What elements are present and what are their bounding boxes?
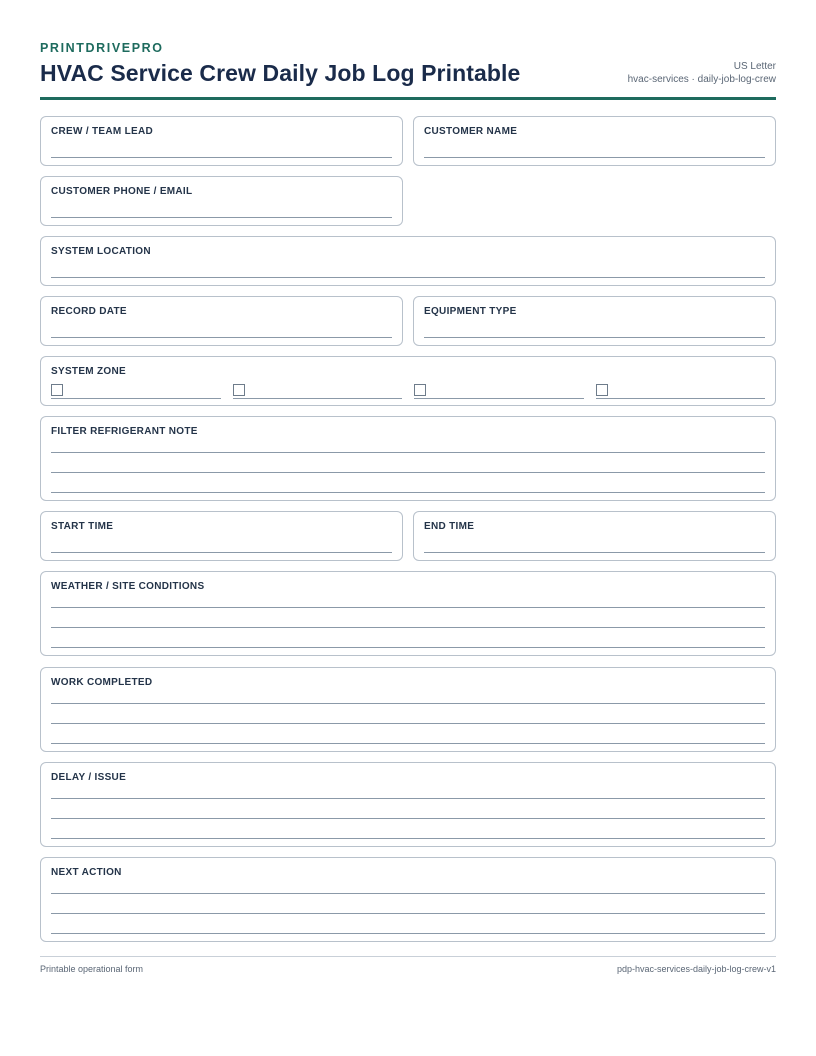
system-zone-label: SYSTEM ZONE xyxy=(51,366,126,377)
zone-option-3[interactable] xyxy=(414,383,584,399)
brand-name: PRINTDRIVEPRO xyxy=(40,41,164,55)
write-line[interactable] xyxy=(51,472,765,473)
checkbox-icon[interactable] xyxy=(51,384,63,396)
customer-name-label: CUSTOMER NAME xyxy=(424,126,518,137)
write-line[interactable] xyxy=(51,838,765,839)
write-line[interactable] xyxy=(51,607,765,608)
end-time-label: END TIME xyxy=(424,521,475,532)
document-meta xyxy=(628,60,776,86)
zone-options xyxy=(51,383,765,399)
write-line[interactable] xyxy=(51,337,392,338)
equipment-type-label: EQUIPMENT TYPE xyxy=(424,306,517,317)
write-line[interactable] xyxy=(424,337,765,338)
write-line[interactable] xyxy=(424,157,765,158)
paper-size: US Letter xyxy=(733,61,776,72)
document-slug: hvac-services · daily-job-log-crew xyxy=(627,74,776,85)
next-action-label: NEXT ACTION xyxy=(51,867,122,878)
system-location-field[interactable] xyxy=(40,236,776,286)
write-line[interactable] xyxy=(51,703,765,704)
write-line[interactable] xyxy=(51,552,392,553)
write-line[interactable] xyxy=(51,647,765,648)
delay-issue-field[interactable] xyxy=(40,762,776,847)
checkbox-icon[interactable] xyxy=(596,384,608,396)
page-title: HVAC Service Crew Daily Job Log Printable xyxy=(40,60,521,86)
form-page xyxy=(40,0,776,1056)
customer-contact-field[interactable] xyxy=(40,176,403,226)
delay-issue-label: DELAY / ISSUE xyxy=(51,772,127,783)
work-completed-field[interactable] xyxy=(40,667,776,752)
write-line[interactable] xyxy=(424,552,765,553)
footer-description: Printable operational form xyxy=(40,964,144,974)
footer-form-id: pdp-hvac-services-daily-job-log-crew-v1 xyxy=(616,964,776,974)
write-line[interactable] xyxy=(51,818,765,819)
write-line[interactable] xyxy=(51,277,765,278)
system-zone-field xyxy=(40,356,776,406)
system-location-label: SYSTEM LOCATION xyxy=(51,246,151,257)
zone-option-4[interactable] xyxy=(596,383,766,399)
work-completed-label: WORK COMPLETED xyxy=(51,677,153,688)
weather-label: WEATHER / SITE CONDITIONS xyxy=(51,581,205,592)
start-time-field[interactable] xyxy=(40,511,403,561)
write-line[interactable] xyxy=(51,798,765,799)
equipment-type-field[interactable] xyxy=(413,296,776,346)
customer-contact-label: CUSTOMER PHONE / EMAIL xyxy=(51,186,193,197)
write-line[interactable] xyxy=(51,217,392,218)
write-line[interactable] xyxy=(51,157,392,158)
filter-note-label: FILTER REFRIGERANT NOTE xyxy=(51,426,198,437)
record-date-field[interactable] xyxy=(40,296,403,346)
start-time-label: START TIME xyxy=(51,521,114,532)
crew-lead-label: CREW / TEAM LEAD xyxy=(51,126,154,137)
checkbox-icon[interactable] xyxy=(233,384,245,396)
write-line[interactable] xyxy=(51,723,765,724)
write-line[interactable] xyxy=(51,492,765,493)
write-line[interactable] xyxy=(51,452,765,453)
footer-divider xyxy=(40,956,776,957)
weather-field[interactable] xyxy=(40,571,776,656)
filter-note-field[interactable] xyxy=(40,416,776,501)
header-divider xyxy=(40,97,776,100)
crew-lead-field[interactable] xyxy=(40,116,403,166)
next-action-field[interactable] xyxy=(40,857,776,942)
write-line[interactable] xyxy=(51,893,765,894)
write-line[interactable] xyxy=(51,933,765,934)
checkbox-icon[interactable] xyxy=(414,384,426,396)
zone-option-1[interactable] xyxy=(51,383,221,399)
zone-option-2[interactable] xyxy=(233,383,403,399)
write-line[interactable] xyxy=(51,913,765,914)
customer-name-field[interactable] xyxy=(413,116,776,166)
write-line[interactable] xyxy=(51,627,765,628)
write-line[interactable] xyxy=(51,743,765,744)
end-time-field[interactable] xyxy=(413,511,776,561)
record-date-label: RECORD DATE xyxy=(51,306,127,317)
